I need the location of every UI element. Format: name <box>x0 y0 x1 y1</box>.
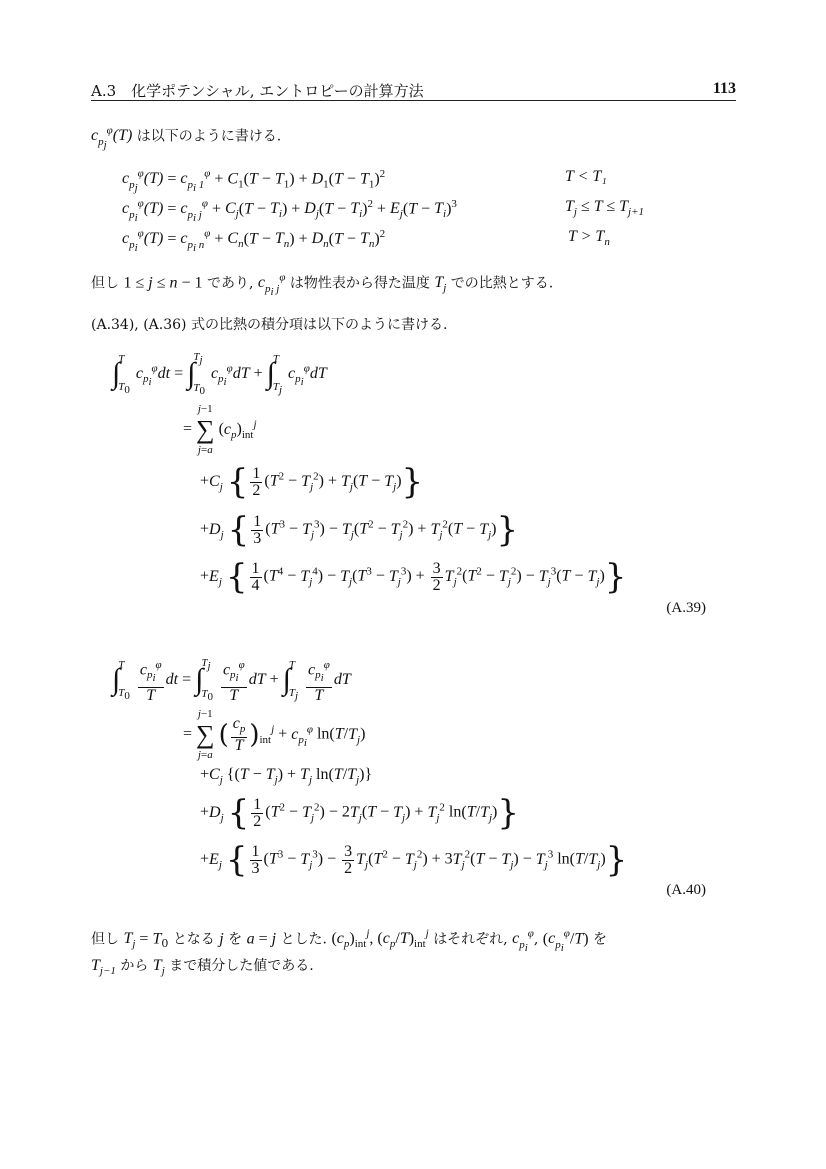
section-title: A.3 化学ポテンシャル, エントロピーの計算方法 <box>91 82 424 100</box>
eq39-line-2: = j−1 ∑ j=a $(c_p)_{int}^j$ <box>183 403 257 456</box>
eq39-line-1: ∫T $T_0$ $c_{p_i}^\varphi dt = \int T_j$ $T_0$ $c_{p_i}^\varphi dT + \int T$ $T_j$ $c_{p_i}^\varphi dT$ <box>112 351 327 398</box>
eq40-line-4: $+D_j$ { $\frac{1}{2}$ $(T^2 - T_j^2) - 2T_j(T - T_j) + T_j^2$ $\ln(T/T_j)$} <box>200 793 519 833</box>
eq-number-39: (A.39) <box>666 600 706 616</box>
intro-text: は以下のように書ける. <box>136 128 282 145</box>
page-number: 113 <box>712 80 736 97</box>
running-header <box>91 80 736 101</box>
eq-number-40: (A.40) <box>666 882 706 898</box>
note-1: 但し 1 ≤ j ≤ n − 1 であり, $c_{p_i j}^\varphi$ は物性表から得た温度 $T_j$ での比熱とする. <box>91 272 554 298</box>
eq39-line-4: $+D_j$ { $\frac{1}{3}$ $(T^3 - T_j^3) - T_j(T^2 - T_j^2) + T_j^2(T - T_j)$} <box>200 510 519 550</box>
para-2: (A.34), (A.36) 式の比熱の積分項は以下のように書ける. <box>91 317 448 333</box>
cond-3: $T > T_n$ <box>568 228 610 249</box>
intro-line: $c_{p_j}^\varphi(T)$ は以下のように書ける. <box>91 125 282 151</box>
eq40-line-2: = j−1 ∑ j=a ( $\frac{c_p}{T}$ )$_{int}^j + c_{p_i}^\varphi$ $\ln(T/T_j)$ <box>183 708 366 761</box>
eq40-line-3: $+C_j$ {$(T - T_j) + T_j$ $\ln(T/T_j)$} <box>200 766 373 787</box>
piecewise-eq-2: $c_{p_i}^\varphi(T) = c_{p_i j}^\varphi + C_j(T - T_i) + D_j(T - T_i)^2 + E_j(T - T_i)^3$ <box>122 198 457 224</box>
eq40-line-1: ∫T $T_0$ $\frac{c_{p_i}^\varphi}{T}$ dt = $\int T_j$ $T_0$ $\frac{c_{p_i}^\varphi}{T}$ dT + ∫T $T_j$ $\frac{c_{p_i}^\varphi}{T}$ dT <box>112 657 351 704</box>
note-2-line-2: $T_{j-1}$ から $T_j$ まで積分した値である. <box>91 957 314 978</box>
cond-2: $T_j \le T \le T_{j+1}$ <box>565 198 645 219</box>
eq39-line-5: $+E_j$ { $\frac{1}{4}$ $(T^4 - T_j^4) - T_j(T^3 - T_j^3)$ + $\frac{3}{2}$ $T_j^2(T^2 - T_j^2) - T_j^3(T - T_j)$} <box>200 557 627 597</box>
piecewise-eq-1: $c_{p_j}^\varphi(T) = c_{p_i 1}^\varphi + C_1(T - T_1) + D_1(T - T_1)^2$ <box>122 168 386 194</box>
piecewise-eq-3: $c_{p_i}^\varphi(T) = c_{p_i n}^\varphi + C_n(T - T_n) + D_n(T - T_n)^2$ <box>122 228 386 254</box>
cond-1: T < T₁ <box>565 168 607 185</box>
eq39-line-3: $+C_j$ { $\frac{1}{2}$ $(T^2 - T_j^2) + T_j(T - T_j)$} <box>200 462 424 502</box>
note-2-line-1: 但し $T_j = T_0$ となる j を a = j とした. $(c_p)_{int}^j$, $(c_p/T)_{int}^j$ はそれぞれ, $c_{p_i}^\varphi$, $(c_{p_i}^\varphi/T)$ を <box>91 928 607 954</box>
eq40-line-5: $+E_j$ { $\frac{1}{3}$ $(T^3 - T_j^3)$ − $\frac{3}{2}$ $T_j(T^2 - T_j^2) + 3T_j^2(T - T_j) - T_j^3$ $\ln(T/T_j)$} <box>200 840 628 880</box>
